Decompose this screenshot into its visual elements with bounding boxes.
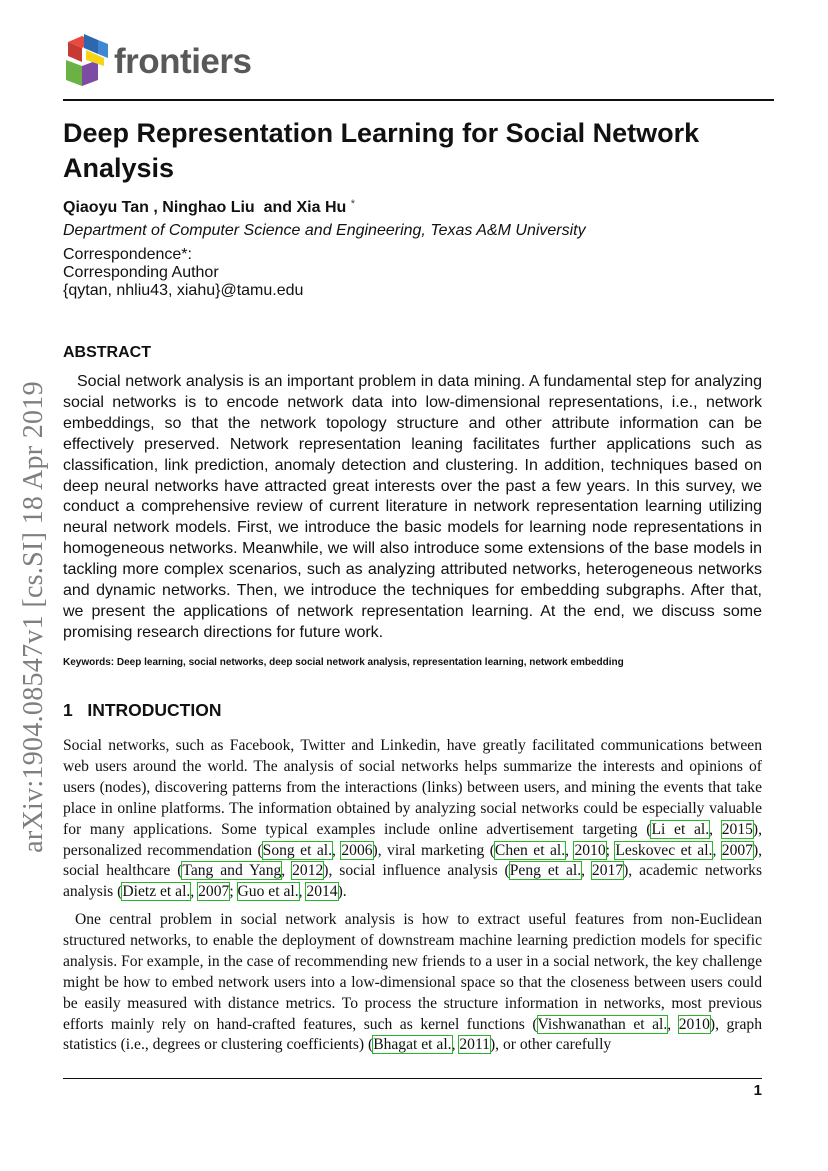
citation-link[interactable]: Vishwanathan et al. (537, 1015, 668, 1033)
citation-link[interactable]: Peng et al. (509, 862, 582, 880)
text: Social networks, such as Facebook, Twitter and Linkedin, have greatly facilitated communications between web users around the world. The analysis of social networks helps summarize the interests and opinions of users (nodes), discovering patterns from the interactions (links) between users, and mining the events that take place in online platforms. The information obtained by analyzing social networks could be especially valuable for many applications. Some typical examples include online advertisement targeting ( (63, 737, 762, 838)
author-list (63, 193, 355, 219)
citation-link[interactable]: 2017 (591, 862, 624, 880)
correspondence-email: {qytan, nhliu43, xiahu}@tamu.edu (63, 282, 304, 299)
text: , (565, 841, 575, 859)
paper-title: Deep Representation Learning for Social Network Analysis (63, 118, 700, 183)
text: ), academic networks analysis ( (63, 862, 763, 901)
citation-link[interactable]: 2015 (721, 820, 753, 838)
correspondence-name: Corresponding Author (63, 264, 219, 281)
citation-link[interactable]: 2007 (198, 883, 230, 901)
section-title: INTRODUCTION (87, 700, 222, 720)
citation-link[interactable]: 2007 (721, 841, 753, 859)
text: ; (229, 883, 238, 901)
text: , (332, 841, 342, 859)
corresponding-mark: * (350, 198, 356, 210)
citation-link[interactable]: Leskovec et al. (615, 841, 713, 859)
text: ), social influence analysis ( (323, 862, 510, 880)
citation-link[interactable]: Li et al. (651, 820, 710, 838)
text: , (190, 883, 199, 901)
citation-link[interactable]: 2006 (341, 841, 373, 859)
keywords: Keywords: Deep learning, social networks, deep social network analysis, representation learning, network embedding (63, 657, 624, 668)
intro-paragraph-1 (63, 736, 762, 903)
section-heading (63, 700, 221, 721)
text: , (298, 883, 307, 901)
correspondence-block (63, 246, 303, 300)
authors-text: Qiaoyu Tan , Ninghao Liu and Xia Hu (63, 199, 347, 216)
text: ). (337, 883, 347, 901)
frontiers-logo-icon (62, 32, 122, 90)
text: ; (605, 841, 616, 859)
intro-paragraph-2 (63, 910, 762, 1056)
text: ), personalized recommendation ( (63, 820, 763, 859)
footer-divider (63, 1078, 762, 1079)
section-number: 1 (63, 700, 73, 720)
citation-link[interactable]: Dietz et al. (122, 883, 191, 901)
brand-name: frontiers (114, 42, 252, 81)
affiliation: Department of Computer Science and Engineering, Texas A&M University (63, 222, 586, 239)
arxiv-identifier: arXiv:1904.08547v1 [cs.SI] 18 Apr 2019 (18, 381, 49, 853)
citation-link[interactable]: 2011 (459, 1036, 490, 1054)
citation-link[interactable]: 2010 (678, 1015, 710, 1033)
citation-link[interactable]: 2010 (574, 841, 606, 859)
correspondence-label: Correspondence*: (63, 246, 192, 263)
text: , (581, 862, 592, 880)
text: ), social healthcare ( (63, 841, 763, 880)
citation-link[interactable]: Chen et al. (494, 841, 566, 859)
citation-link[interactable]: Tang and Yang (182, 862, 282, 880)
text: , (712, 841, 722, 859)
citation-link[interactable]: Guo et al. (237, 883, 299, 901)
citation-link[interactable]: 2012 (292, 862, 324, 880)
text: , (667, 1015, 679, 1033)
abstract-text: Social network analysis is an important problem in data mining. A fundamental step for analyzing social networks is to encode network data into low-dimensional representations, i.e., network embeddings, so that the network topology structure and other attribute information can be effectively preserved. Network representation leaning facilitates further applications such as classification, link prediction, anomaly detection and clustering. In addition, techniques based on deep neural networks have attracted great interests over the past a few years. In this survey, we conduct a comprehensive review of current literature in network representation learning utilizing neural network models. First, we introduce the basic models for learning node representations in homogeneous networks. Meanwhile, we will also introduce some extensions of the base models in tackling more complex scenarios, such as analyzing attributed networks, heterogeneous networks and dynamic networks. Then, we introduce the techniques for embedding subgraphs. After that, we present the applications of network representation learning. At the end, we discuss some promising research directions for future work. (63, 373, 762, 641)
text: ), viral marketing ( (372, 841, 495, 859)
text: , (709, 820, 722, 838)
abstract-heading: ABSTRACT (63, 344, 151, 361)
text: ), graph statistics (i.e., degrees or clustering coefficients) ( (63, 1015, 762, 1054)
text: , (281, 862, 293, 880)
text: , (451, 1036, 460, 1054)
citation-link[interactable]: 2014 (306, 883, 338, 901)
citation-link[interactable]: Bhagat et al. (373, 1036, 452, 1054)
text: One central problem in social network analysis is how to extract useful features from non-Euclidean structured networks, to enable the deployment of downstream machine learning prediction models for specific analysis. For example, in the case of recommending new friends to a user in a social network, the key challenge might be how to embed network users into a low-dimensional space so that the closeness between users could be easily measured with distance metrics. To process the structure information in networks, most previous efforts mainly rely on hand-crafted features, such as kernel functions ( (63, 911, 762, 1033)
header-divider (63, 99, 774, 101)
citation-link[interactable]: Song et al. (262, 841, 332, 859)
text: ), or other carefully (489, 1036, 612, 1054)
page-number: 1 (753, 1082, 762, 1099)
